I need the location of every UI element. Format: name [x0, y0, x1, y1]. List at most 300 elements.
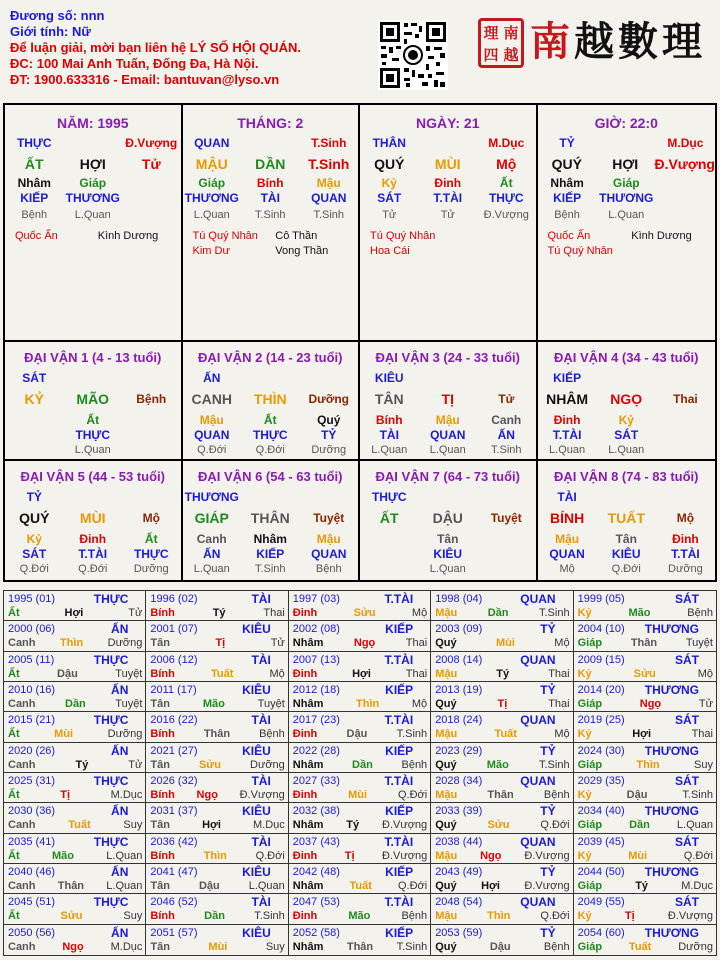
year-label: 2033 (39) — [435, 805, 483, 818]
year-stem: Bính — [150, 728, 175, 741]
luck-cycle-pillar-row — [360, 507, 536, 529]
year-branch: Hợi — [481, 880, 500, 892]
pillar-column[interactable] — [360, 105, 538, 340]
ten-god: T.TÀI — [671, 547, 700, 561]
year-branch: Dần — [65, 698, 86, 710]
year-cell-bottom — [8, 940, 142, 954]
year-cell-bottom — [435, 606, 569, 620]
year-stem: Đinh — [292, 789, 318, 801]
year-cell[interactable] — [289, 621, 431, 651]
year-cell-bottom — [8, 788, 142, 802]
year-cell[interactable] — [574, 803, 716, 833]
year-cell[interactable] — [574, 894, 716, 924]
year-stem: Kỷ — [577, 910, 592, 923]
luck-cycle-cell[interactable] — [360, 461, 538, 580]
seal-char: 四 — [483, 45, 499, 64]
luck-cycle-state: Tuyệt — [313, 511, 345, 525]
year-star: T.TÀI — [384, 895, 414, 910]
year-cell-top — [8, 865, 142, 879]
year-stem: Canh — [8, 880, 36, 892]
year-stem: Đinh — [292, 607, 318, 619]
year-cell[interactable] — [146, 682, 288, 712]
pillar-column[interactable] — [5, 105, 183, 340]
year-cell-bottom — [8, 697, 142, 711]
year-label: 2046 (52) — [150, 896, 198, 909]
luck-cycle-cell[interactable] — [5, 342, 183, 461]
year-branch: Hợi — [352, 667, 371, 680]
year-cell[interactable] — [146, 894, 288, 924]
pillar-row — [360, 191, 536, 205]
year-state: Tuyệt — [115, 698, 143, 710]
brand-calligraphy — [530, 14, 706, 70]
four-pillars-table — [3, 103, 717, 342]
ten-god: KIÊU — [611, 547, 641, 561]
qr-code[interactable] — [378, 20, 448, 90]
pillar-note — [453, 244, 536, 259]
year-branch: Ngọ — [639, 698, 662, 710]
year-stem: Tân — [150, 940, 170, 953]
year-cell-top — [435, 744, 569, 758]
ten-god: ẤN — [497, 428, 515, 442]
year-cell[interactable] — [146, 773, 288, 803]
year-cell-bottom — [578, 849, 713, 863]
year-cell-bottom — [578, 697, 713, 711]
year-stem: Quý — [435, 637, 457, 650]
seal-char: 越 — [503, 45, 519, 64]
year-cell[interactable] — [289, 803, 431, 833]
year-cell[interactable] — [574, 773, 716, 803]
year-state: Tuyệt — [257, 698, 285, 710]
luck-cycle-cell[interactable] — [360, 342, 538, 461]
pillar-note-row — [183, 229, 359, 244]
year-cell[interactable] — [431, 591, 573, 621]
pillar-note-row — [183, 244, 359, 259]
year-star: THỰC — [93, 652, 129, 667]
year-branch: Tuất — [349, 880, 372, 892]
pillar-cell: Tử — [382, 209, 397, 221]
year-stem: Giáp — [577, 940, 603, 953]
year-cell[interactable] — [4, 682, 146, 712]
year-cell[interactable] — [146, 803, 288, 833]
pillar-cell: Bính — [256, 176, 284, 190]
year-cell[interactable] — [289, 652, 431, 682]
luck-cycle-star: KIẾP — [553, 371, 582, 385]
year-cell[interactable] — [574, 682, 716, 712]
year-cell[interactable] — [146, 925, 288, 955]
year-branch: Ngọ — [196, 789, 218, 801]
year-label: 2025 (31) — [8, 775, 56, 787]
year-cell-top — [8, 713, 142, 727]
year-branch: Hợi — [202, 819, 221, 832]
luck-cycle-star-row — [360, 487, 536, 507]
luck-cycle-title: ĐẠI VẬN 2 (14 - 23 tuổi) — [198, 350, 343, 365]
year-cell[interactable] — [574, 834, 716, 864]
pillar-row — [183, 191, 359, 205]
year-stem: Canh — [8, 819, 36, 832]
year-cell[interactable] — [146, 652, 288, 682]
pillar-row — [538, 133, 716, 153]
year-state: Suy — [123, 910, 143, 923]
luck-cycle-state: Mộ — [676, 511, 695, 525]
year-star: THỰC — [93, 592, 129, 606]
year-cell-top — [578, 835, 713, 849]
gender-row — [10, 24, 370, 40]
phone-email-line: ĐT: 1900.633316 - Email: bantuvan@lyso.vn — [10, 72, 280, 87]
year-cell-top — [150, 622, 284, 636]
pillar-row — [5, 205, 181, 225]
year-cell[interactable] — [4, 864, 146, 894]
year-branch: Mão — [628, 607, 651, 619]
pillar-note: Kim Dư — [192, 245, 230, 257]
year-stem: Bính — [150, 789, 175, 801]
year-cell[interactable] — [146, 864, 288, 894]
year-cell-top — [150, 683, 284, 697]
year-cell-top — [293, 622, 427, 636]
year-stem: Mậu — [435, 789, 458, 801]
luck-cycle-star-row — [538, 487, 716, 507]
hidden-stem — [122, 412, 181, 428]
year-cell[interactable] — [289, 864, 431, 894]
hidden-stem: Kỷ — [618, 413, 634, 427]
luck-cycle-cell[interactable] — [183, 342, 361, 461]
luck-cycle-stem: BÍNH — [549, 510, 585, 526]
year-label: 2030 (36) — [8, 805, 56, 818]
year-cell-top — [8, 804, 142, 818]
pillar-title: THÁNG: 2 — [237, 115, 304, 131]
pillar-note: Hoa Cái — [370, 245, 410, 257]
year-star: QUAN — [520, 834, 556, 849]
year-state: Bệnh — [687, 607, 713, 619]
year-cell[interactable] — [289, 682, 431, 712]
year-label: 2014 (20) — [577, 684, 625, 696]
year-cell[interactable] — [289, 591, 431, 621]
year-branch: Tý — [212, 607, 226, 619]
year-label: 2037 (43) — [292, 835, 340, 848]
year-label: 2028 (34) — [435, 775, 483, 787]
luck-cycle-gods-row — [183, 547, 359, 561]
year-cell-bottom — [8, 909, 142, 923]
year-cell[interactable] — [431, 712, 573, 742]
year-stem: Ất — [8, 607, 20, 619]
year-state: T.Sinh — [396, 728, 428, 741]
year-stem: Mậu — [435, 849, 458, 862]
year-cell-top — [150, 744, 284, 758]
pillar-note-row — [5, 229, 181, 244]
pillar-row — [360, 153, 536, 175]
year-label: 2051 (57) — [150, 926, 198, 939]
year-cell[interactable] — [146, 712, 288, 742]
pillar-row — [538, 191, 716, 205]
year-label: 2023 (29) — [435, 744, 483, 757]
year-cell[interactable] — [4, 894, 146, 924]
year-cell[interactable] — [574, 652, 716, 682]
year-branch: Sửu — [353, 607, 376, 619]
luck-cycle-cell[interactable] — [183, 461, 361, 580]
year-cell[interactable] — [289, 834, 431, 864]
luck-cycle-stem: KỶ — [24, 391, 44, 407]
year-label: 2013 (19) — [435, 684, 483, 696]
year-branch: Mùi — [495, 637, 515, 650]
year-cell[interactable] — [4, 834, 146, 864]
luck-cycle-branch: DẬU — [432, 510, 463, 526]
luck-cycle-stem: GIÁP — [194, 510, 229, 526]
year-state: Bệnh — [401, 758, 428, 771]
ten-god: QUAN — [430, 428, 466, 442]
luck-cycle-states-row — [360, 561, 536, 577]
year-cell[interactable] — [4, 773, 146, 803]
hidden-stem: Canh — [196, 532, 227, 546]
year-label: 2047 (53) — [292, 896, 340, 909]
pillar-cell: M.Dục — [488, 136, 525, 150]
year-cell-bottom — [435, 849, 569, 863]
growth-state: L.Quan — [74, 444, 111, 456]
pillar-note: Kình Dương — [631, 230, 692, 242]
pillar-note-row — [360, 244, 536, 259]
year-cell[interactable] — [289, 925, 431, 955]
year-state: Thai — [548, 667, 570, 680]
luck-cycle-title: ĐẠI VẬN 3 (24 - 33 tuổi) — [375, 350, 520, 365]
year-star: KIÊU — [242, 925, 271, 940]
luck-cycle-gods-row — [183, 428, 359, 442]
year-cell[interactable] — [4, 925, 146, 955]
year-cell[interactable] — [4, 803, 146, 833]
year-stem: Mậu — [435, 607, 458, 619]
year-cell-bottom — [578, 727, 713, 741]
pillar-cell: KIẾP — [553, 191, 582, 205]
year-cell-bottom — [578, 818, 713, 832]
year-branch: Tị — [344, 849, 355, 862]
luck-cycle-cell[interactable] — [538, 342, 716, 461]
seal-char: 理 — [483, 23, 499, 42]
year-cell[interactable] — [289, 712, 431, 742]
year-state: M.Dục — [681, 880, 713, 892]
year-cell-top — [293, 592, 427, 606]
year-cell[interactable] — [431, 803, 573, 833]
pillar-title: NGÀY: 21 — [415, 115, 480, 131]
year-star: KIẾP — [385, 925, 414, 940]
growth-state: Q.Đới — [19, 563, 49, 575]
hidden-stem: Đinh — [79, 532, 107, 546]
year-stem: Mậu — [435, 667, 458, 680]
year-star: THỰC — [93, 834, 129, 849]
year-label: 2001 (07) — [150, 623, 198, 636]
year-cell-bottom — [293, 818, 427, 832]
year-cell[interactable] — [289, 743, 431, 773]
year-cell-top — [150, 774, 284, 788]
logo-char: 南 — [530, 18, 574, 65]
pillar-cell: T.Sinh — [254, 209, 286, 221]
year-cell[interactable] — [289, 773, 431, 803]
year-label: 2021 (27) — [150, 744, 198, 757]
growth-state: L.Quan — [429, 563, 466, 575]
year-label: 1995 (01) — [8, 593, 56, 605]
pillar-cell — [122, 205, 181, 225]
year-cell[interactable] — [146, 621, 288, 651]
year-branch: Dậu — [198, 880, 220, 892]
pillar-cell: M.Dục — [667, 136, 704, 150]
pillar-cell — [122, 191, 181, 205]
year-cell[interactable] — [574, 712, 716, 742]
year-cell[interactable] — [146, 834, 288, 864]
year-star: TỶ — [540, 804, 556, 819]
year-cell[interactable] — [4, 743, 146, 773]
pillar-column[interactable] — [538, 105, 716, 340]
year-branch: Mùi — [348, 789, 368, 801]
year-state: Q.Đới — [397, 789, 428, 801]
pillar-cell — [597, 133, 656, 153]
year-cell[interactable] — [4, 712, 146, 742]
luck-cycle-gods-row — [538, 547, 716, 561]
year-cell[interactable] — [574, 925, 716, 955]
year-cell[interactable] — [431, 925, 573, 955]
year-stem: Quý — [435, 758, 457, 771]
year-cell-top — [578, 804, 713, 818]
year-state: Suy — [265, 940, 285, 953]
year-cell[interactable] — [574, 743, 716, 773]
year-cell-bottom — [293, 606, 427, 620]
pillar-cell: ẤT — [24, 156, 44, 172]
year-label: 2024 (30) — [577, 744, 625, 757]
year-label: 2041 (47) — [150, 866, 198, 878]
year-cell-top — [8, 926, 142, 940]
pillar-cell: Mộ — [496, 156, 517, 172]
year-star: T.TÀI — [384, 652, 414, 667]
year-stem: Quý — [435, 940, 457, 953]
pillar-note-row — [538, 244, 716, 259]
luck-cycle-branch: MÃO — [76, 391, 110, 407]
year-cell[interactable] — [431, 682, 573, 712]
pillar-cell: L.Quan — [608, 209, 645, 221]
growth-state: Dưỡng — [668, 563, 703, 575]
year-star: ẤN — [111, 743, 129, 758]
luck-cycle-branch: MÙI — [79, 510, 106, 526]
year-cell-top — [578, 713, 713, 727]
luck-cycle-hidden-row — [183, 412, 359, 428]
luck-cycle-cell[interactable] — [538, 461, 716, 580]
year-cell[interactable] — [146, 743, 288, 773]
luck-cycle-cell[interactable] — [5, 461, 183, 580]
year-cell[interactable] — [431, 621, 573, 651]
year-cell-top — [578, 895, 713, 909]
pillar-cell — [64, 133, 123, 153]
year-stem: Kỷ — [577, 728, 592, 741]
year-cell-top — [150, 835, 284, 849]
pillar-cell: Đ.Vượng — [125, 136, 178, 150]
hidden-stem: Ất — [86, 413, 100, 427]
luck-cycle-state: Dưỡng — [308, 392, 350, 406]
year-cell[interactable] — [4, 621, 146, 651]
year-branch: Thìn — [487, 910, 511, 923]
year-star: QUAN — [520, 652, 556, 667]
ten-god: SÁT — [614, 428, 639, 442]
year-cell-bottom — [8, 879, 142, 893]
pillar-cell: DẦN — [255, 156, 286, 172]
year-cell-top — [8, 653, 142, 667]
year-cell-top — [150, 653, 284, 667]
year-stem: Canh — [8, 637, 36, 650]
year-branch: Tý — [635, 880, 649, 892]
luck-cycle-title: ĐẠI VẬN 5 (44 - 53 tuổi) — [20, 469, 165, 484]
year-cell[interactable] — [4, 652, 146, 682]
pillar-row — [360, 205, 536, 225]
year-cell[interactable] — [431, 834, 573, 864]
year-cell[interactable] — [574, 591, 716, 621]
luck-cycle-pillar-row — [183, 507, 359, 529]
pillar-cell: TÀI — [260, 191, 280, 205]
pillar-row — [5, 191, 181, 205]
hidden-stem: Ất — [263, 413, 277, 427]
year-cell[interactable] — [431, 864, 573, 894]
year-cell[interactable] — [146, 591, 288, 621]
year-branch: Thìn — [59, 637, 84, 650]
luck-cycle-state: Thai — [673, 392, 698, 406]
year-state: Thai — [405, 637, 428, 650]
pillar-cell — [656, 175, 715, 191]
year-label: 2005 (11) — [8, 653, 55, 666]
year-cell[interactable] — [574, 621, 716, 651]
luck-cycle-pillar-row — [360, 388, 536, 410]
year-label: 2011 (17) — [150, 684, 197, 696]
year-cell-top — [578, 683, 713, 697]
year-star: THỰC — [93, 713, 129, 728]
year-stem: Canh — [8, 758, 36, 771]
year-branch: Mùi — [628, 849, 648, 862]
ten-god: SÁT — [22, 547, 47, 561]
year-state: Mộ — [411, 607, 428, 619]
year-state: Dưỡng — [107, 637, 143, 650]
year-star: TÀI — [251, 834, 271, 849]
luck-cycle-states-row — [5, 442, 181, 458]
year-branch: Sửu — [198, 758, 221, 771]
pillar-column[interactable] — [183, 105, 361, 340]
year-branch: Tị — [215, 637, 226, 650]
year-cell-bottom — [435, 758, 569, 772]
year-state: L.Quan — [106, 880, 143, 892]
year-branch: Tị — [624, 910, 635, 923]
pillar-cell: THƯƠNG — [65, 191, 120, 205]
luck-cycle-star-row — [538, 368, 716, 388]
luck-cycle-title: ĐẠI VẬN 1 (4 - 13 tuổi) — [24, 350, 162, 365]
year-label: 1998 (04) — [435, 593, 483, 605]
year-cell-bottom — [150, 606, 284, 620]
year-cell-bottom — [293, 940, 427, 954]
year-state: L.Quan — [248, 880, 285, 892]
pillar-cell: QUAN — [311, 191, 347, 205]
ten-god: THỰC — [133, 547, 169, 561]
year-label: 2036 (42) — [150, 835, 198, 848]
year-state: T.Sinh — [396, 940, 428, 953]
ten-god: THỰC — [75, 428, 111, 442]
year-cell[interactable] — [431, 894, 573, 924]
year-cell[interactable] — [574, 864, 716, 894]
year-cell[interactable] — [431, 773, 573, 803]
year-stem: Tân — [150, 698, 170, 710]
year-label: 2042 (48) — [292, 866, 340, 878]
pillar-cell: Bệnh — [554, 209, 580, 221]
year-cell[interactable] — [4, 591, 146, 621]
year-label: 2018 (24) — [435, 714, 483, 727]
luck-cycles-table — [3, 342, 717, 582]
year-label: 2050 (56) — [8, 926, 56, 939]
year-stem: Giáp — [577, 819, 603, 832]
year-cell[interactable] — [431, 652, 573, 682]
ten-god: T.TÀI — [552, 428, 582, 442]
year-cell[interactable] — [431, 743, 573, 773]
luck-cycle-star: TÀI — [557, 490, 577, 504]
year-cell[interactable] — [289, 894, 431, 924]
year-cell-bottom — [293, 697, 427, 711]
year-cell-bottom — [8, 818, 142, 832]
